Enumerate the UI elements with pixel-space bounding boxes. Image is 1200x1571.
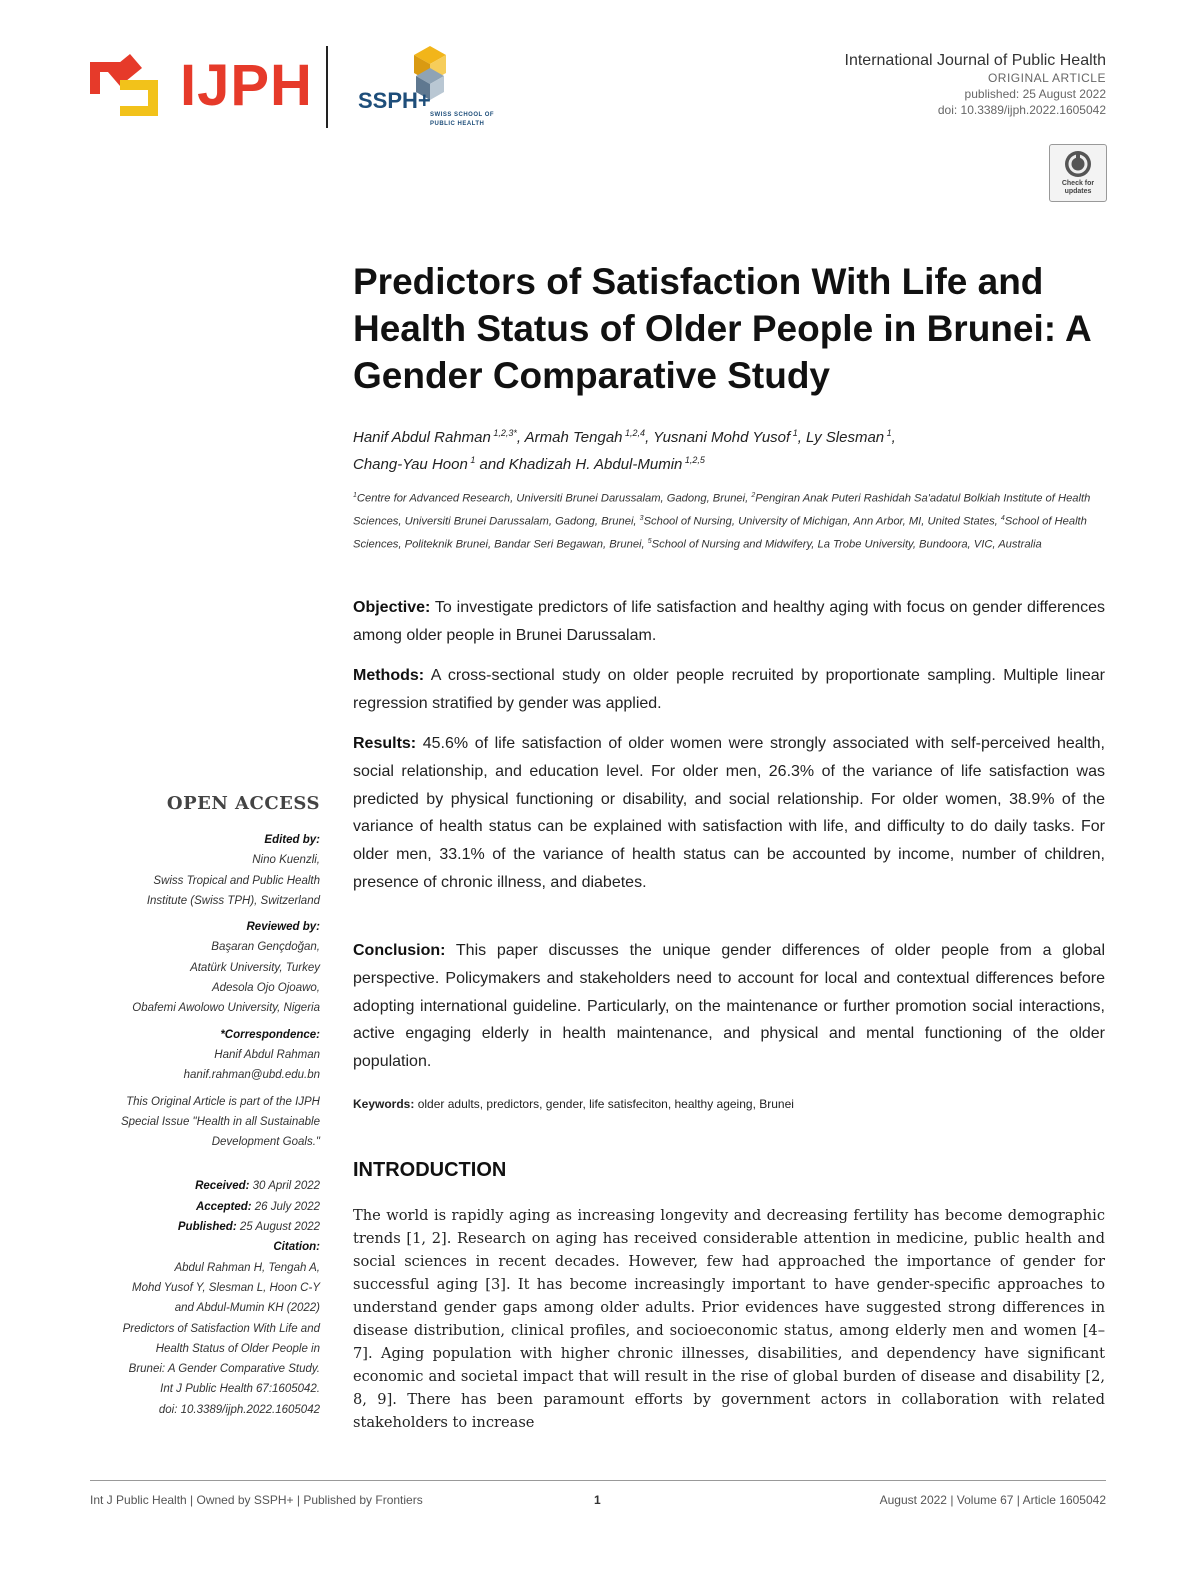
citation-line: Predictors of Satisfaction With Life and [122,1322,320,1335]
ssph-logo-text: SSPH+ [358,88,431,113]
affiliation-number: 1 [353,492,357,499]
footer-divider [90,1480,1106,1481]
keywords-label: Keywords: [353,1097,415,1111]
abstract-objective [353,594,1105,650]
affiliation-number: 3 [639,515,644,523]
check-updates-label: Check for updates [1061,180,1095,195]
citation-line: and Abdul-Mumin KH (2022) [174,1302,320,1315]
affiliations [353,486,1113,556]
affiliation-number: 4 [1000,515,1005,523]
author-affiliation-marker: 1 [884,428,892,438]
conclusion-label: Conclusion: [353,942,446,959]
special-issue-note: Special Issue "Health in all Sustainable [120,1115,320,1128]
correspondence-email[interactable]: hanif.rahman@ubd.edu.bn [183,1069,320,1082]
journal-info [845,52,1107,118]
ijph-logo-mark [90,52,162,116]
article-sidebar [70,790,320,1420]
author-separator: , [891,429,896,446]
author-affiliation-marker: 1 [790,428,798,438]
abstract-results [353,730,1105,897]
author-affiliation-marker: 1,2,5 [682,455,705,465]
conclusion-text: This paper discusses the unique gender differences of older people from a global perspective. Policymakers and stakeholders need to account for local and contextual differences before adopting international guideline. Particularly, on the maintenance or further promotion social interactions, active engaging elderly in health maintenance, and physical and mental functioning of the older population. [353,942,1105,1071]
check-updates-icon [1063,149,1093,179]
results-text: 45.6% of life satisfaction of older women were strongly associated with self-perceived health, social relationship, and education level. For older men, 26.3% of the variance of life satisfaction was predicted by physical functioning or disability, and social relationship. For older women, 38.9% of the variance of health status can be explained with satisfaction with life, and difficulty to do daily tasks. For older men, 33.1% of the variance of health status can be accounted by income, number of children, presence of chronic illness, and diabetes. [353,735,1105,891]
author-affiliation-marker: 1,2,4 [622,428,646,438]
open-access-label: OPEN ACCESS [166,793,320,814]
affiliation-number: 2 [751,492,756,499]
affiliation-text: Centre for Advanced Research, Universiti Brunei Darussalam, Gadong, Brunei, [356,492,752,505]
accepted-date [70,1197,320,1217]
article-type: ORIGINAL ARTICLE [987,71,1106,85]
author-name[interactable]: Armah Tengah [524,429,623,446]
published-value: 25 August 2022 [239,1221,320,1234]
methods-text: A cross-sectional study on older people recruited by proportionate sampling. Multiple linear regression stratified by gender was applied. [353,667,1106,712]
citation-line: Abdul Rahman H, Tengah A, [174,1261,320,1274]
methods-label: Methods: [353,667,425,684]
author-name[interactable]: Chang-Yau Hoon [353,456,468,473]
citation-line: doi: 10.3389/ijph.2022.1605042 [158,1403,320,1416]
keywords-text: older adults, predictors, gender, life satisfeciton, healthy ageing, Brunei [417,1097,794,1111]
author-separator: , [516,429,525,446]
affiliation-text: School of Nursing and Midwifery, La Trobe University, Bundoora, VIC, Australia [651,539,1042,552]
objective-text: To investigate predictors of life satisfaction and healthy aging with focus on gender differences among older people in Brunei Darussalam. [353,599,1106,644]
published-date: published: 25 August 2022 [964,87,1106,101]
footer-issue-info: August 2022 | Volume 67 | Article 1605042 [879,1493,1106,1507]
citation-line: Mohd Yusof Y, Slesman L, Hoon C-Y [132,1281,320,1294]
citation-line: Brunei: A Gender Comparative Study. [128,1363,320,1376]
reviewer-affiliation: Obafemi Awolowo University, Nigeria [132,1002,320,1015]
doi-link[interactable]: doi: 10.3389/ijph.2022.1605042 [937,103,1106,117]
journal-name: International Journal of Public Health [844,52,1106,69]
reviewer-name: Adesola Ojo Ojoawo, [211,982,320,995]
editor-name: Nino Kuenzli, [252,854,320,867]
affiliation-text: School of Nursing, University of Michigan, Ann Arbor, MI, United States, [643,515,1001,528]
ijph-logo-text: IJPH [180,53,313,118]
ssph-logo-subtext: SWISS SCHOOL OF [430,112,495,118]
received-label: Received: [195,1180,250,1193]
affiliation-text: Pengiran Anak Puteri Rashidah Sa'adatul Bolkiah Institute of Health Sciences, Universiti Brunei Darussalam, Gadong, Brunei, [353,492,1091,528]
author-name[interactable]: Ly Slesman [806,429,885,446]
citation-text [70,1258,320,1420]
author-name[interactable]: Yusnani Mohd Yusof [653,429,791,446]
section-heading-introduction: INTRODUCTION [353,1159,507,1181]
abstract-conclusion [353,937,1105,1076]
reviewer-name: Başaran Gençdoğan, [211,941,320,954]
special-issue-note: This Original Article is part of the IJPH [126,1095,320,1108]
ssph-logo-subtext: PUBLIC HEALTH [430,121,485,127]
special-issue-note: Development Goals." [211,1136,320,1149]
page-number: 1 [594,1493,601,1507]
keywords [353,1096,1105,1112]
author-affiliation-marker: 1,2,3* [490,428,517,438]
objective-label: Objective: [353,599,431,616]
author-name[interactable]: Hanif Abdul Rahman [353,429,491,446]
check-for-updates-button[interactable] [1049,144,1107,202]
author-separator: , [797,429,807,446]
author-separator: and [475,456,509,473]
footer-journal-info: Int J Public Health | Owned by SSPH+ | Published by Frontiers [90,1493,423,1507]
correspondence-label: *Correspondence: [220,1028,320,1041]
introduction-text: The world is rapidly aging as increasing longevity and decreasing fertility has become demographic trends [1, 2]. Research on aging has received considerable attention in medicine, public health and social sciences in recent decades. However, few had approached the importance of gender for successful aging [3]. It has become increasingly important to have gender-specific approaches to understand gender gaps among older adults. Prior evidences have suggested strong differences in disease distribution, clinical profiles, and socioeconomic status, among elderly men and women [4–7]. Aging population with higher chronic illnesses, disabilities, and dependency have significant economic and societal impact that will result in the rise of global burden of disease and disability [2, 8, 9]. There has been paramount efforts by government actors in collaboration with related stakeholders to increase [353,1207,1105,1431]
received-date [70,1176,320,1196]
citation-line: Int J Public Health 67:1605042. [160,1383,320,1396]
citation-label: Citation: [273,1241,320,1254]
logo-divider [326,46,328,128]
correspondence-name: Hanif Abdul Rahman [214,1048,320,1061]
results-label: Results: [353,735,417,752]
accepted-label: Accepted: [195,1200,252,1213]
received-value: 30 April 2022 [252,1180,320,1193]
published-label: Published: [177,1221,237,1234]
accepted-value: 26 July 2022 [254,1200,320,1213]
published-date-sidebar [70,1217,320,1237]
reviewer-affiliation: Atatürk University, Turkey [190,961,320,974]
author-separator: , [645,429,654,446]
citation-line: Health Status of Older People in [155,1342,320,1355]
abstract-methods [353,662,1105,718]
editor-affiliation: Swiss Tropical and Public Health [153,874,320,887]
editor-affiliation: Institute (Swiss TPH), Switzerland [146,894,320,907]
affiliation-text: School of Health Sciences, Politeknik Brunei, Bandar Seri Begawan, Brunei, [353,515,1087,552]
edited-by-label: Edited by: [264,834,320,846]
author-affiliation-marker: 1 [467,455,476,465]
affiliation-number: 5 [647,538,652,546]
author-name[interactable]: Khadizah H. Abdul-Mumin [508,456,683,473]
article-title: Predictors of Satisfaction With Life and Health Status of Older People in Brunei: A Gender Comparative Study [353,261,1091,396]
author-list [353,422,1113,476]
reviewed-by-label: Reviewed by: [246,921,320,934]
